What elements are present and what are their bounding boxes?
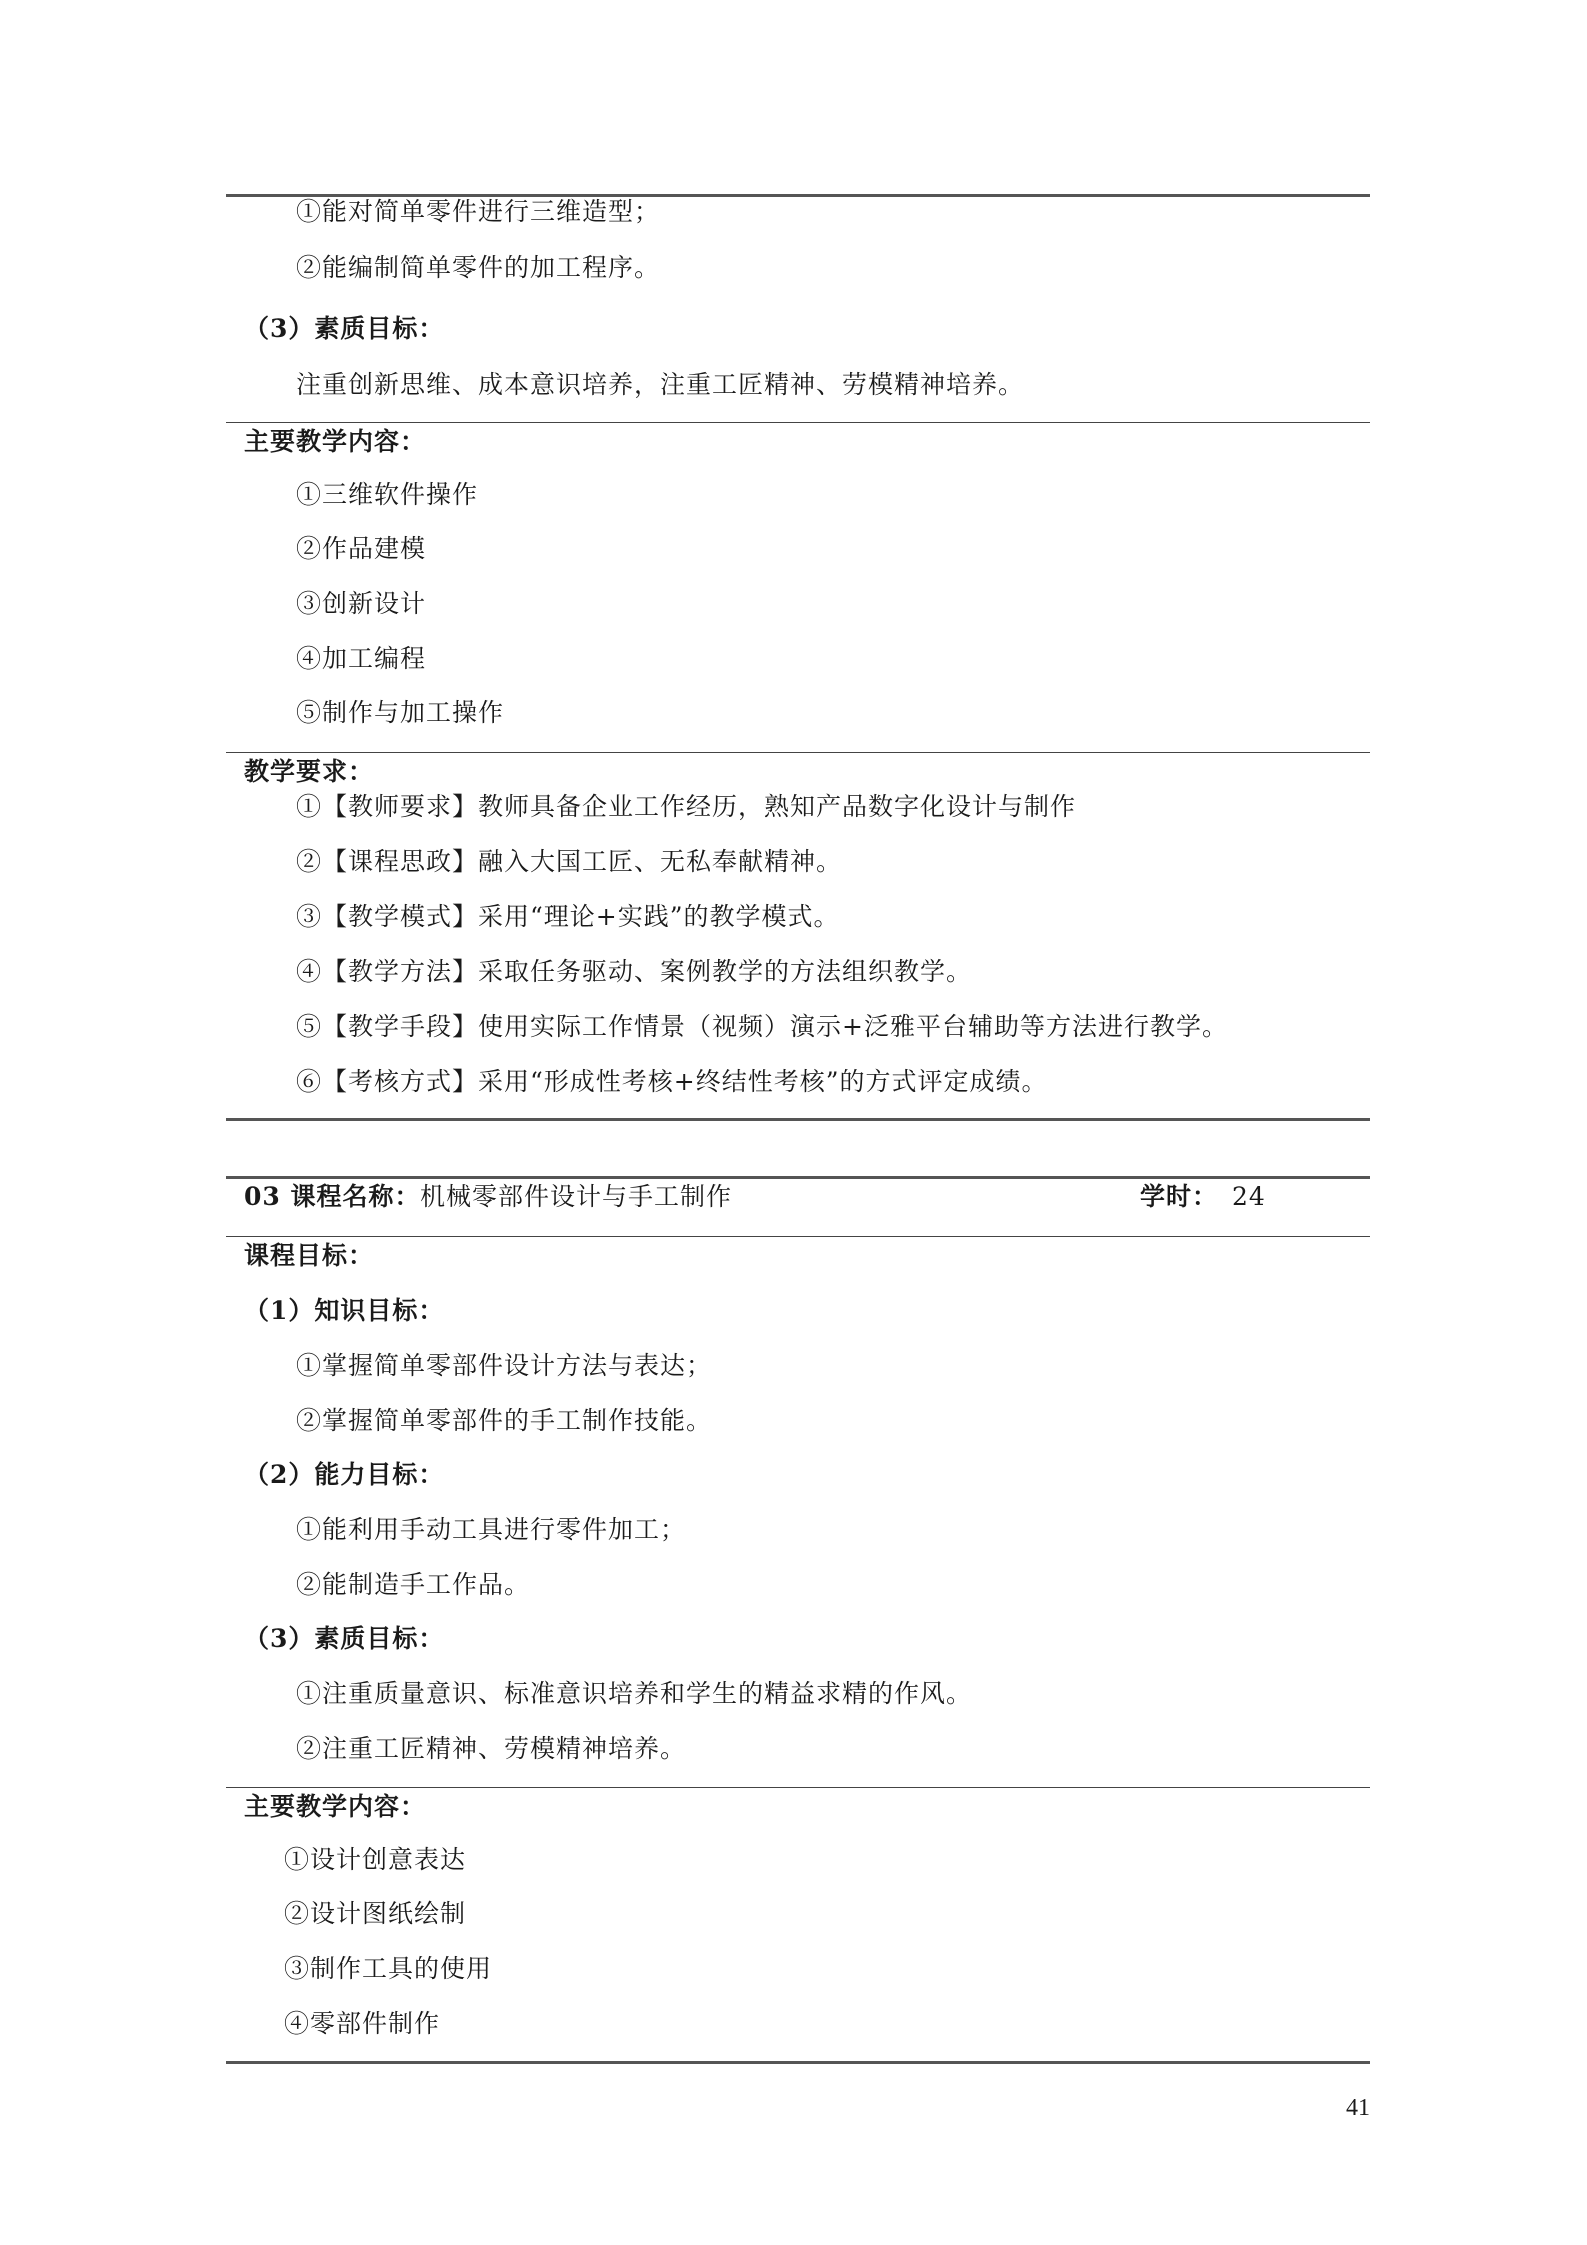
table-bottom-border [226, 2061, 1370, 2064]
course-number-label: 03 课程名称： [244, 1182, 421, 1211]
requirement-item: ②【课程思政】融入大国工匠、无私奉献精神。 [296, 847, 843, 876]
ability-item: ①能对简单零件进行三维造型； [296, 197, 661, 226]
content-item: ②设计图纸绘制 [284, 1899, 467, 1928]
requirement-item: ⑤【教学手段】使用实际工作情景（视频）演示+泛雅平台辅助等方法进行教学。 [296, 1012, 1228, 1041]
knowledge-item: ②掌握简单零部件的手工制作技能。 [296, 1406, 713, 1435]
page-number: 41 [1346, 2095, 1370, 2121]
quality-heading: （3）素质目标： [244, 314, 445, 343]
quality-item: ②注重工匠精神、劳模精神培养。 [296, 1734, 687, 1763]
content-item: ③制作工具的使用 [284, 1954, 493, 1983]
requirement-item: ③【教学模式】采用“理论+实践”的教学模式。 [296, 902, 840, 931]
row-divider [226, 422, 1370, 423]
hours-label: 学时： [1140, 1182, 1219, 1211]
ability-item: ②能制造手工作品。 [296, 1570, 531, 1599]
row-divider [226, 1236, 1370, 1237]
content-heading: 主要教学内容： [244, 1792, 427, 1821]
course-name: 机械零部件设计与手工制作 [420, 1182, 733, 1211]
content-item: ③创新设计 [296, 589, 427, 618]
content-item: ④加工编程 [296, 644, 427, 673]
content-item: ②作品建模 [296, 534, 427, 563]
content-item: ①设计创意表达 [284, 1845, 467, 1874]
table-bottom-border [226, 1118, 1370, 1121]
knowledge-heading: （1）知识目标： [244, 1296, 445, 1325]
row-divider [226, 752, 1370, 753]
knowledge-item: ①掌握简单零部件设计方法与表达； [296, 1351, 713, 1380]
content-item: ⑤制作与加工操作 [296, 698, 505, 727]
goals-heading: 课程目标： [244, 1241, 375, 1270]
requirement-item: ④【教学方法】采取任务驱动、案例教学的方法组织教学。 [296, 957, 973, 986]
ability-item: ①能利用手动工具进行零件加工； [296, 1515, 687, 1544]
content-item: ①三维软件操作 [296, 480, 479, 509]
row-divider [226, 1787, 1370, 1788]
quality-item: 注重创新思维、成本意识培养，注重工匠精神、劳模精神培养。 [296, 370, 1025, 399]
requirement-item: ⑥【考核方式】采用“形成性考核+终结性考核”的方式评定成绩。 [296, 1067, 1048, 1096]
table-top-border [226, 1176, 1370, 1179]
requirement-item: ①【教师要求】教师具备企业工作经历，熟知产品数字化设计与制作 [296, 792, 1077, 821]
requirements-heading: 教学要求： [244, 757, 375, 786]
hours-value: 24 [1232, 1182, 1266, 1211]
ability-item: ②能编制简单零件的加工程序。 [296, 253, 661, 282]
quality-heading: （3）素质目标： [244, 1624, 445, 1653]
ability-heading: （2）能力目标： [244, 1460, 445, 1489]
content-heading: 主要教学内容： [244, 427, 427, 456]
content-item: ④零部件制作 [284, 2009, 441, 2038]
quality-item: ①注重质量意识、标准意识培养和学生的精益求精的作风。 [296, 1679, 973, 1708]
